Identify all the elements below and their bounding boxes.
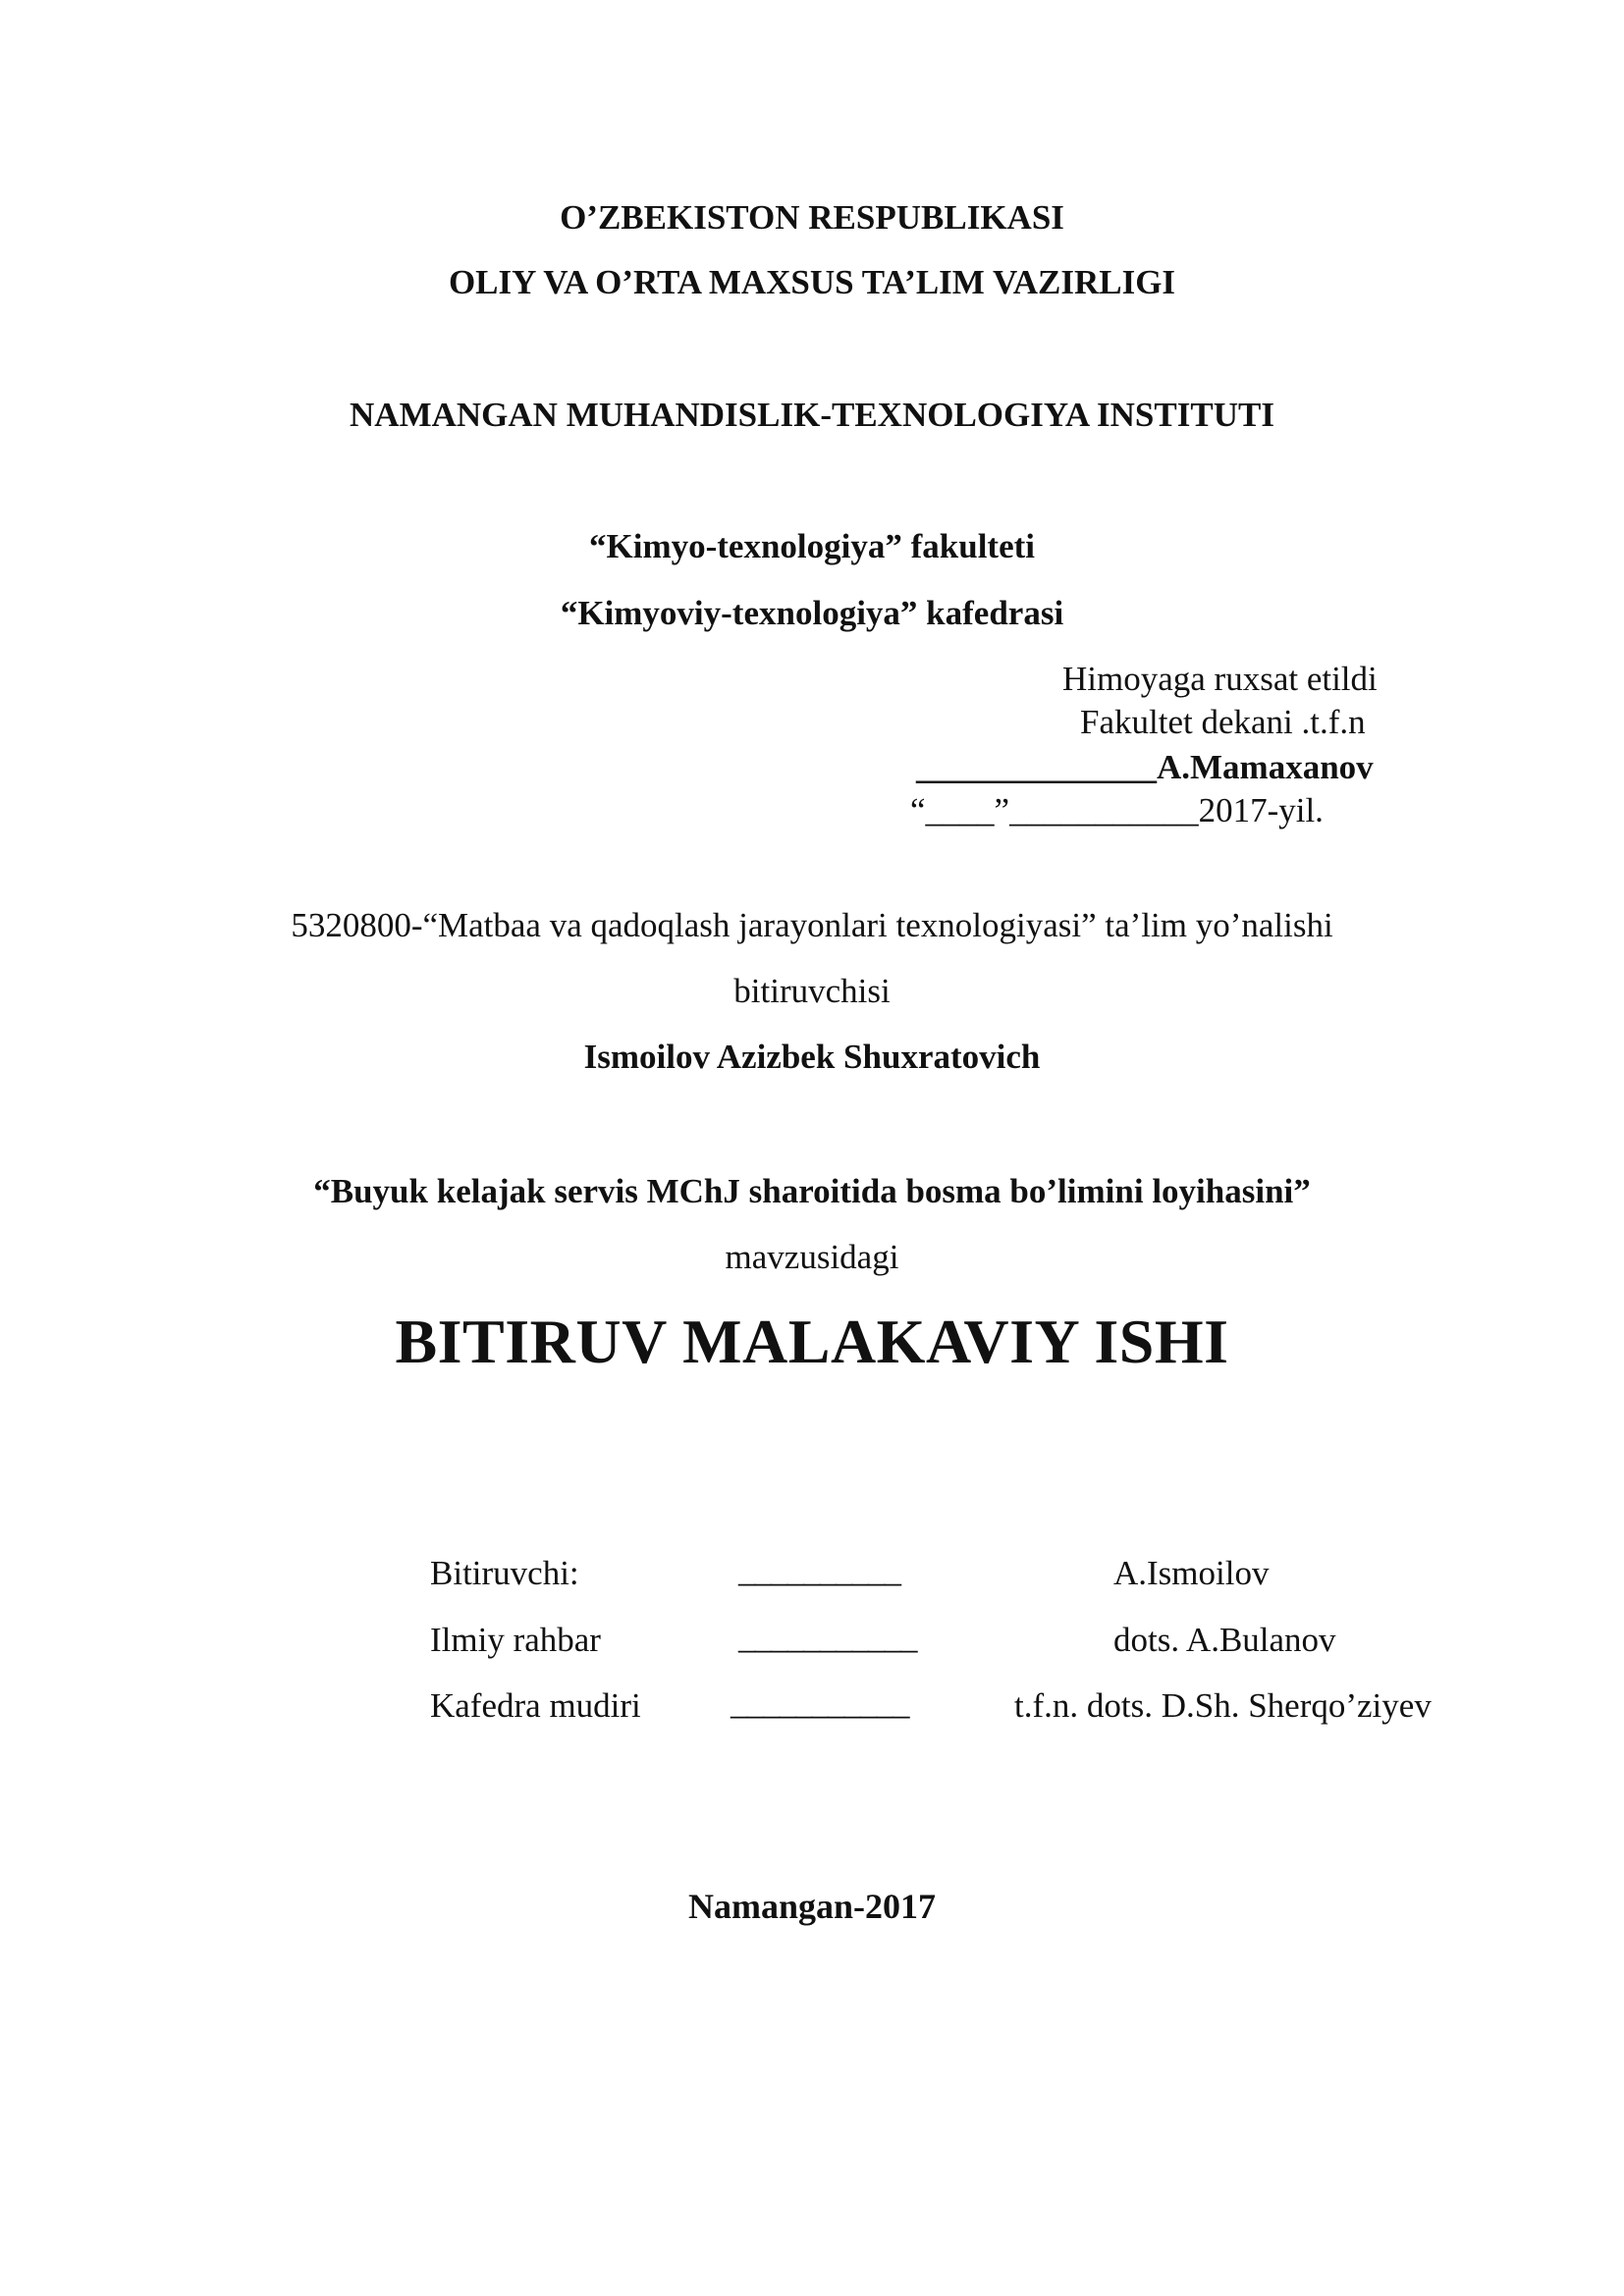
approval-date-line: “____”___________2017-yil. bbox=[910, 791, 1324, 829]
work-title: BITIRUV MALAKAVIY ISHI bbox=[395, 1307, 1229, 1376]
student-role: bitiruvchisi bbox=[733, 972, 891, 1010]
institute-heading: NAMANGAN MUHANDISLIK-TEXNOLOGIYA INSTITUTI bbox=[350, 396, 1274, 434]
signature-name: A.Ismoilov bbox=[1113, 1554, 1270, 1592]
signature-role: Kafedra mudiri bbox=[430, 1686, 641, 1725]
approval-line-1: Himoyaga ruxsat etildi bbox=[1062, 660, 1378, 698]
approval-line-2: Fakultet dekani .t.f.n bbox=[1080, 703, 1366, 741]
country-heading: O’ZBEKISTON RESPUBLIKASI bbox=[560, 198, 1064, 237]
ministry-heading: OLIY VA O’RTA MAXSUS TA’LIM VAZIRLIGI bbox=[448, 263, 1176, 301]
signature-name: t.f.n. dots. D.Sh. Sherqo’ziyev bbox=[1014, 1686, 1432, 1725]
signature-blank: ___________ bbox=[738, 1618, 917, 1656]
topic-suffix: mavzusidagi bbox=[725, 1238, 899, 1276]
topic-title: “Buyuk kelajak servis MChJ sharoitida bosma bo’limini loyihasini” bbox=[313, 1172, 1311, 1210]
approval-signature-line: ______________A.Mamaxanov bbox=[916, 748, 1374, 786]
signature-blank: __________ bbox=[738, 1551, 900, 1589]
signature-role: Ilmiy rahbar bbox=[430, 1621, 601, 1659]
signature-name: dots. A.Bulanov bbox=[1113, 1621, 1336, 1659]
program-line: 5320800-“Matbaa va qadoqlash jarayonlari texnologiyasi” ta’lim yo’nalishi bbox=[291, 906, 1333, 944]
city-year: Namangan-2017 bbox=[687, 1887, 937, 1926]
faculty-heading: “Kimyo-texnologiya” fakulteti bbox=[589, 527, 1035, 565]
signature-role: Bitiruvchi: bbox=[430, 1554, 579, 1592]
department-heading: “Kimyoviy-texnologiya” kafedrasi bbox=[560, 594, 1064, 632]
signature-blank: ___________ bbox=[731, 1683, 909, 1722]
student-name: Ismoilov Azizbek Shuxratovich bbox=[583, 1038, 1041, 1076]
